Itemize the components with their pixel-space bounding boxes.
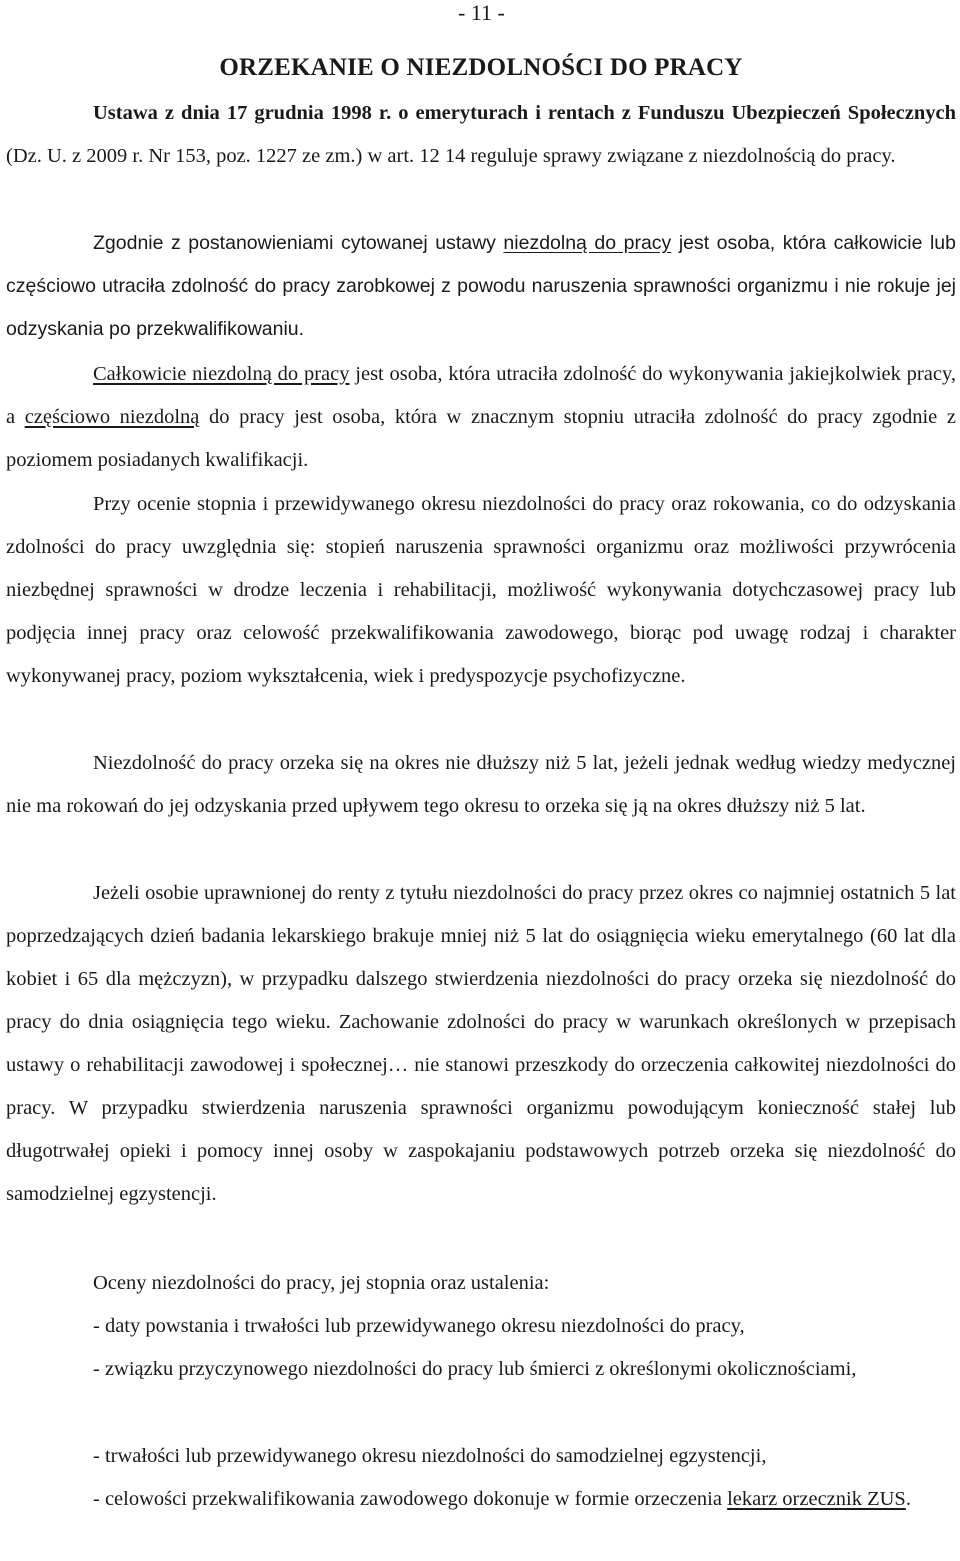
last-item-underlined: lekarz orzecznik ZUS — [727, 1488, 906, 1510]
intro-paragraph — [6, 92, 956, 178]
partial-after: do pracy jest osoba, która w znacznym stopniu utraciła zdolność do pracy zgodnie z poziomem posiadanych kwalifikacji. — [6, 406, 956, 471]
intro-lead: Ustawa z dnia 17 grudnia 1998 r. o emeryturach i rentach z Funduszu Ubezpieczeń Społecznych — [93, 102, 956, 124]
assessment-paragraph: Przy ocenie stopnia i przewidywanego okresu niezdolności do pracy oraz rokowania, co do odzyskania zdolności do pracy uwzględnia się: stopień naruszenia sprawności organizmu oraz możliwości przywrócenia niezbędnej sprawności w drodze leczenia i rehabilitacji, możliwość wykonywania dotychczasowej pracy lub podjęcia innej pracy oraz celowość przekwalifikowania zawodowego, biorąc pod uwagę rodzaj i charakter wykonywanej pracy, poziom wykształcenia, wiek i predyspozycje psychofizyczne. — [6, 493, 956, 687]
list-item: - związku przyczynowego niezdolności do pracy lub śmierci z określonymi okolicznościami, — [93, 1358, 857, 1380]
period-paragraph: Niezdolność do pracy orzeka się na okres nie dłuższy niż 5 lat, jeżeli jednak według wiedzy medycznej nie ma rokowań do jej odzyskania przed upływem tego okresu to orzeka się ją na okres dłuższy niż 5 lat. — [6, 752, 956, 817]
document-title: ORZEKANIE O NIEZDOLNOŚCI DO PRACY — [219, 54, 743, 81]
definition-after: jest osoba, która całkowicie lub częściowo utraciła zdolność do pracy zarobkowej z powodu naruszenia sprawności organizmu i nie rokuje jej odzyskania po przekwalifikowaniu. — [6, 232, 956, 340]
total-partial-paragraph — [6, 353, 956, 482]
total-underlined: Całkowicie niezdolną do pracy — [93, 363, 350, 385]
total-middle: jest osoba, która utraciła zdolność do wykonywania jakiejkolwiek pracy, a — [6, 363, 956, 428]
definition-underlined: niezdolną do pracy — [503, 232, 672, 254]
list-item: - trwałości lub przewidywanego okresu niezdolności do samodzielnej egzystencji, — [93, 1445, 767, 1467]
list-item-last — [6, 1478, 956, 1521]
list-item: - daty powstania i trwałości lub przewidywanego okresu niezdolności do pracy, — [93, 1315, 745, 1337]
last-item-before: - celowości przekwalifikowania zawodowego dokonuje w formie orzeczenia — [93, 1488, 728, 1510]
page-number: - 11 - — [458, 0, 505, 25]
definition-before: Zgodnie z postanowieniami cytowanej ustawy — [93, 232, 504, 254]
pension-paragraph: Jeżeli osobie uprawnionej do renty z tytułu niezdolności do pracy przez okres co najmniej ostatnich 5 lat poprzedzających dzień badania lekarskiego brakuje mniej niż 5 lat do osiągnięcia wieku emerytalnego (60 lat dla kobiet i 65 dla mężczyzn), w przypadku dalszego stwierdzenia niezdolności do pracy orzeka się niezdolność do pracy do dnia osiągnięcia tego wieku. Zachowanie zdolności do pracy w warunkach określonych w przepisach ustawy o rehabilitacji zawodowej i społecznej… nie stanowi przeszkody do orzeczenia całkowitej niezdolności do pracy. W przypadku stwierdzenia naruszenia sprawności organizmu powodującym konieczność stałej lub długotrwałej opieki i pomocy innej osoby w zaspokajaniu podstawowych potrzeb orzeka się niezdolność do samodzielnej egzystencji. — [6, 882, 956, 1205]
last-item-after: . — [905, 1488, 911, 1510]
intro-rest: (Dz. U. z 2009 r. Nr 153, poz. 1227 ze zm.) w art. 12 14 reguluje sprawy związane z niezdolnością do pracy. — [6, 145, 896, 167]
definition-paragraph — [6, 222, 956, 351]
partial-underlined: częściowo niezdolną — [24, 406, 200, 428]
assessments-intro-paragraph: Oceny niezdolności do pracy, jej stopnia oraz ustalenia: — [93, 1272, 550, 1294]
